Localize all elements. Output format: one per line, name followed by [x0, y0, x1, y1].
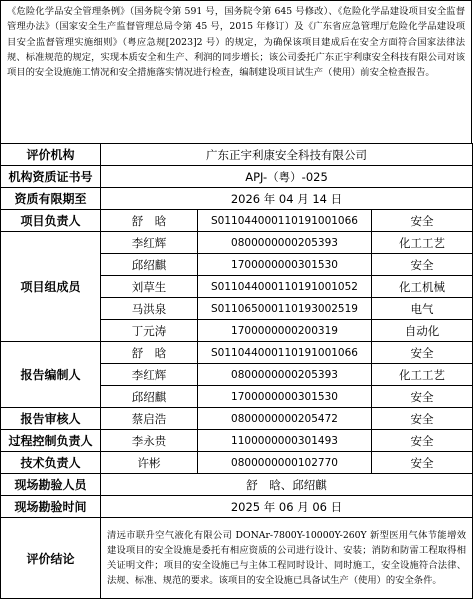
person-cert: 0800000000205472 [198, 408, 372, 430]
person-cert: S011044000110191001052 [198, 276, 372, 298]
person-name: 舒 晗 [101, 342, 198, 364]
cert-label: 机构资质证书号 [1, 166, 101, 188]
person-cert: 0800000000102770 [198, 452, 372, 474]
person-cert: 1100000000301493 [198, 430, 372, 452]
person-field: 安全 [372, 342, 473, 364]
person-name: 邱绍麒 [101, 254, 198, 276]
process-label: 过程控制负责人 [1, 430, 101, 452]
person-cert: S011065000110193002519 [198, 298, 372, 320]
person-cert: 0800000000205393 [198, 364, 372, 386]
person-cert: S011044000110191001066 [198, 342, 372, 364]
person-field: 安全 [372, 386, 473, 408]
leader-label: 项目负责人 [1, 210, 101, 232]
person-field: 自动化 [372, 320, 473, 342]
agency-value: 广东正宇利康安全科技有限公司 [101, 144, 473, 166]
person-name: 许彬 [101, 452, 198, 474]
person-name: 舒 晗 [101, 210, 198, 232]
person-cert: 0800000000205393 [198, 232, 372, 254]
conclusion-value: 清远市联升空气液化有限公司 DONAr-7800Y-10000Y-260Y 新型医用气体节能增效建设项目的安全设施是委托有相应资质的公司进行设计、安装；消防和防雷工程取得相关证明文件；项目的安全设施已与主体工程同时设计、同时施工，安全设施符合法律、法规、标准、规范的要求。该项目的安全设施已具备试生产（使用）的安全条件。 [101, 518, 473, 599]
person-field: 安全 [372, 430, 473, 452]
person-field: 安全 [372, 254, 473, 276]
person-cert: S011044000110191001066 [198, 210, 372, 232]
person-field: 化工机械 [372, 276, 473, 298]
person-name: 刘草生 [101, 276, 198, 298]
person-field: 化工工艺 [372, 232, 473, 254]
survey-time-label: 现场勘验时间 [1, 496, 101, 518]
person-name: 李红辉 [101, 232, 198, 254]
person-field: 电气 [372, 298, 473, 320]
validity-value: 2026 年 04 月 14 日 [101, 188, 473, 210]
cert-value: APJ-（粤）-025 [101, 166, 473, 188]
survey-people-label: 现场勘验人员 [1, 474, 101, 496]
tech-label: 技术负责人 [1, 452, 101, 474]
person-name: 邱绍麒 [101, 386, 198, 408]
person-field: 安全 [372, 452, 473, 474]
survey-time-value: 2025 年 06 月 06 日 [101, 496, 473, 518]
evaluation-table [0, 143, 473, 599]
validity-label: 资质有限期至 [1, 188, 101, 210]
agency-label: 评价机构 [1, 144, 101, 166]
person-name: 丁元涛 [101, 320, 198, 342]
conclusion-label: 评价结论 [1, 518, 101, 599]
person-cert: 1700000000200319 [198, 320, 372, 342]
person-name: 李永贵 [101, 430, 198, 452]
members-label: 项目组成员 [1, 232, 101, 342]
person-name: 马洪泉 [101, 298, 198, 320]
person-cert: 1700000000301530 [198, 254, 372, 276]
person-field: 化工工艺 [372, 364, 473, 386]
person-name: 蔡启浩 [101, 408, 198, 430]
person-cert: 1700000000301530 [198, 386, 372, 408]
intro-paragraph: 《危险化学品安全管理条例》（国务院令第 591 号，国务院令第 645 号修改）、《危险化学品建设项目安全监督管理办法》（国家安全生产监督管理总局令第 45 号，2015 年修订）及《广东省应急管理厅危险化学品建设项目安全监督管理实施细则》（粤应急规[2023]2 号）的规定，为确保该项目建成后在安全方面符合国家法律法规、标准规范的规定，实现本质安全和生产、利润的同步增长；该公司委托广东正宇利康安全科技有限公司对该项目的安全设施施工情况和安全措施落实情况进行检查，编制建设项目试生产（使用）前安全检查报告。 [0, 0, 472, 143]
person-field: 安全 [372, 210, 473, 232]
report-label: 报告编制人 [1, 342, 101, 408]
reviewer-label: 报告审核人 [1, 408, 101, 430]
person-field: 安全 [372, 408, 473, 430]
survey-people-value: 舒 晗、邱绍麒 [101, 474, 473, 496]
person-name: 李红辉 [101, 364, 198, 386]
